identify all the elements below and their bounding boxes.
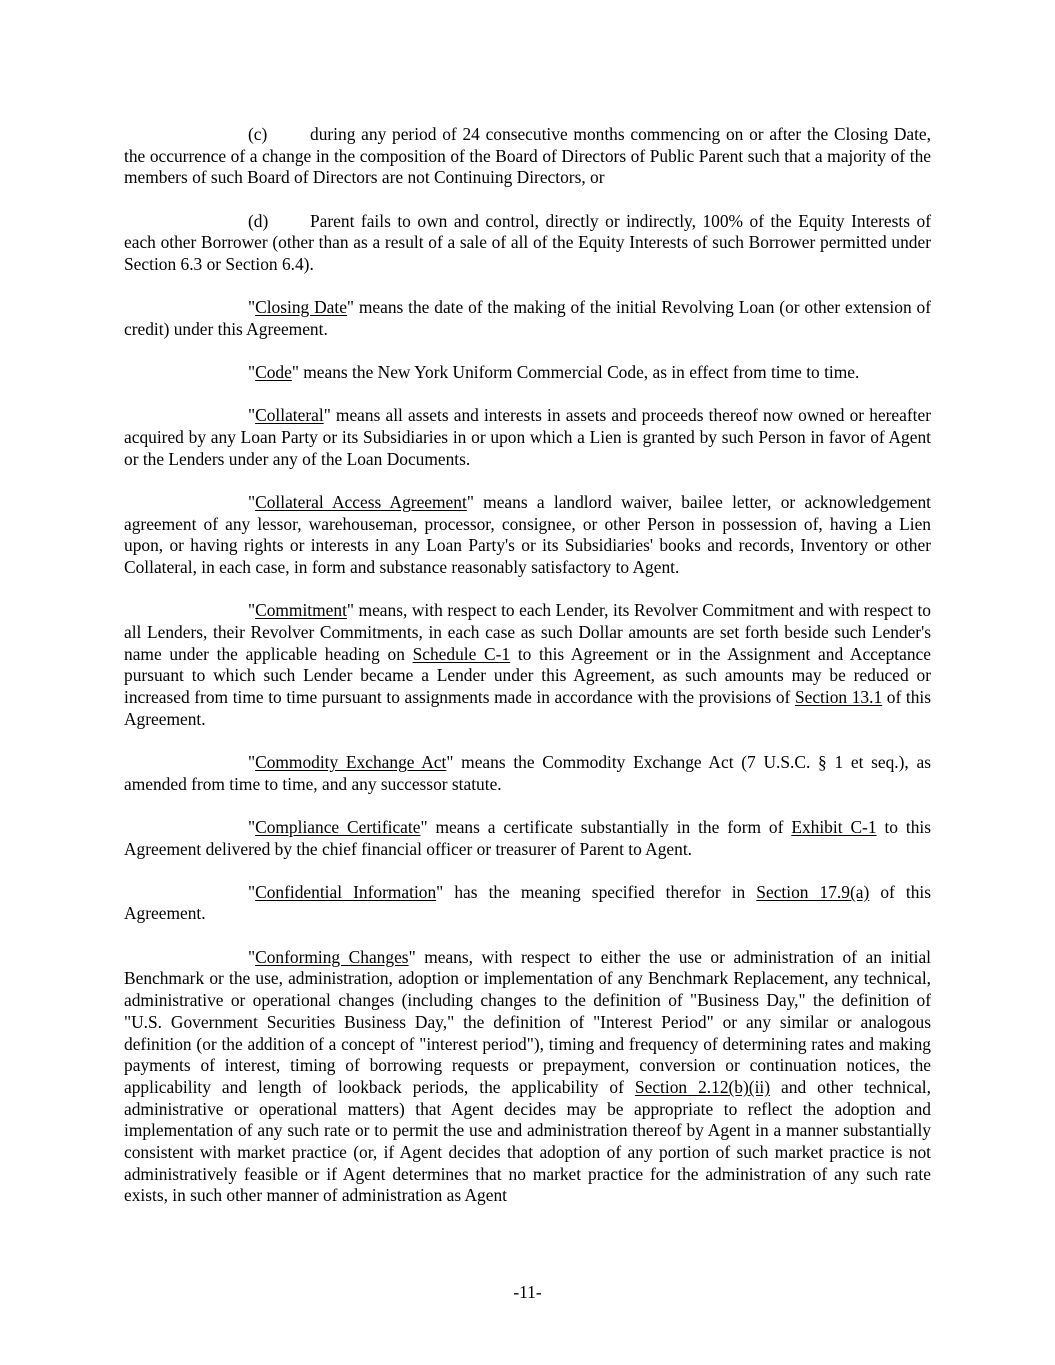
clause-text: Parent fails to own and control, directly or indirectly, 100% of the Equity Interests of each other Borrower (other than as a result of a sale of all of the Equity Interests of such Borrower permitted under Section 6.3 or Section 6.4). xyxy=(124,210,931,275)
definition-text: of this Agreement. xyxy=(124,687,931,729)
defined-term: Compliance Certificate xyxy=(255,816,421,837)
definition-commitment: "Commitment" means, with respect to each Lender, its Revolver Commitment and with respect to all Lenders, their Revolver Commitments, in each case as such Dollar amounts are set forth beside such Lender's name under the applicable heading on Schedule C-1 to this Agreement or in the Assignment and Acceptance pursuant to which such Lender became a Lender under this Agreement, as such amounts may be reduced or increased from time to time pursuant to assignments made in accordance with the provisions of Section 13.1 of this Agreement. xyxy=(124,600,931,729)
clause-text: during any period of 24 consecutive months commencing on or after the Closing Date, the occurrence of a change in the composition of the Board of Directors of Public Parent such that a majority of the members of such Board of Directors are not Continuing Directors, or xyxy=(124,124,931,188)
definition-compliance-certificate: "Compliance Certificate" means a certificate substantially in the form of Exhibit C-1 to this Agreement delivered by the chief financial officer or treasurer of Parent to Agent. xyxy=(124,816,931,859)
definition-text: " means a landlord waiver, bailee letter, or acknowledgement agreement of any lessor, warehouseman, processor, consignee, or other Person in possession of, having a Lien upon, or having rights or interests in any Loan Party's or its Subsidiaries' books and records, Inventory or other Collateral, in each case, in form and substance reasonably satisfactory to Agent. xyxy=(124,491,932,578)
cross-reference: Section 13.1 xyxy=(794,687,883,708)
definition-text: " means the Commodity Exchange Act (7 U.S.C. § 1 et seq.), as amended from time to time, and any successor statute. xyxy=(124,751,931,794)
cross-reference: Section 2.12(b)(ii) xyxy=(634,1076,771,1097)
document-page xyxy=(124,124,931,1207)
definition-text: " means, with respect to either the use or administration of an initial Benchmark or the use, administration, adoption or implementation of any Benchmark Replacement, any technical, administrative or operational changes (including changes to the definition of "Business Day," the definition of "U.S. Government Securities Business Day," the definition of "Interest Period" or any similar or analogous definition (or the addition of a concept of "interest period"), timing and frequency of determining rates and making payments of interest, timing of borrowing requests or prepayment, conversion or continuation notices, the applicability and length of lookback periods, the applicability of xyxy=(124,946,931,1097)
defined-term: Closing Date xyxy=(255,297,347,318)
definition-closing-date: "Closing Date" means the date of the making of the initial Revolving Loan (or other extension of credit) under this Agreement. xyxy=(124,297,931,339)
defined-term: Commitment xyxy=(255,600,347,621)
definition-text: to this Agreement delivered by the chief financial officer or treasurer of Parent to Agent. xyxy=(124,816,931,859)
clause-d xyxy=(124,211,931,276)
defined-term: Code xyxy=(255,362,292,383)
clause-label: (d) xyxy=(248,210,269,231)
definition-conforming-changes: "Conforming Changes" means, with respect to either the use or administration of an initial Benchmark or the use, administration, adoption or implementation of any Benchmark Replacement, any technical, administrative or operational changes (including changes to the definition of "Business Day," the definition of "U.S. Government Securities Business Day," the definition of "Interest Period" or any similar or analogous definition (or the addition of a concept of "interest period"), timing and frequency of determining rates and making payments of interest, timing of borrowing requests or prepayment, conversion or continuation notices, the applicability and length of lookback periods, the applicability of Section 2.12(b)(ii) and other technical, administrative or operational matters) that Agent decides may be appropriate to reflect the adoption and implementation of any such rate or to permit the use and administration thereof by Agent in a manner substantially consistent with market practice (or, if Agent decides that adoption of any portion of such market practice is not administratively feasible or if Agent determines that no market practice for the administration of any such rate exists, in such other manner of administration as Agent xyxy=(124,946,931,1206)
cross-reference: Section 17.9(a) xyxy=(756,881,870,902)
cross-reference: Schedule C-1 xyxy=(412,643,511,664)
defined-term: Conforming Changes xyxy=(255,946,409,967)
definition-text: to this Agreement or in the Assignment and Acceptance pursuant to which such Lender became a Lender under this Agreement, as such amounts may be reduced or increased from time to time pursuant to assignments made in accordance with the provisions of xyxy=(124,643,931,708)
definition-text: " means the date of the making of the initial Revolving Loan (or other extension of credit) under this Agreement. xyxy=(124,297,931,339)
page-number: -11- xyxy=(513,1282,542,1302)
definition-text: " means, with respect to each Lender, its Revolver Commitment and with respect to all Lenders, their Revolver Commitments, in each case as such Dollar amounts are set forth beside such Lender's name under the applicable heading on xyxy=(124,600,931,664)
defined-term: Commodity Exchange Act xyxy=(255,751,447,772)
definition-text: " means the New York Uniform Commercial Code, as in effect from time to time. xyxy=(291,362,860,383)
definition-commodity-exchange-act: "Commodity Exchange Act" means the Commodity Exchange Act (7 U.S.C. § 1 et seq.), as amended from time to time, and any successor statute. xyxy=(124,751,931,794)
definition-collateral: "Collateral" means all assets and interests in assets and proceeds thereof now owned or hereafter acquired by any Loan Party or its Subsidiaries in or upon which a Lien is granted by such Person in favor of Agent or the Lenders under any of the Loan Documents. xyxy=(124,405,931,469)
definition-confidential-information: "Confidential Information" has the meaning specified therefor in Section 17.9(a) of this Agreement. xyxy=(124,881,931,924)
definition-text: and other technical, administrative or operational matters) that Agent decides may be appropriate to reflect the adoption and implementation of any such rate or to permit the use and administration thereof by Agent in a manner substantially consistent with market practice (or, if Agent decides that adoption of any portion of such market practice is not administratively feasible or if Agent determines that no market practice for the administration of any such rate exists, in such other manner of administration as Agent xyxy=(124,1076,931,1206)
clause-c xyxy=(124,124,931,189)
clause-label: (c) xyxy=(248,124,268,144)
definition-text: " means all assets and interests in assets and proceeds thereof now owned or hereafter acquired by any Loan Party or its Subsidiaries in or upon which a Lien is granted by such Person in favor of Agent or the Lenders under any of the Loan Documents. xyxy=(124,405,931,469)
defined-term: Collateral xyxy=(255,405,324,426)
defined-term: Confidential Information xyxy=(255,881,437,902)
definition-code: "Code" means the New York Uniform Commercial Code, as in effect from time to time. xyxy=(248,362,860,383)
definition-text: " means a certificate substantially in the form of xyxy=(420,816,792,837)
definition-text: " has the meaning specified therefor in xyxy=(436,881,757,902)
definition-text: of this Agreement. xyxy=(124,881,931,924)
cross-reference: Exhibit C-1 xyxy=(791,816,877,837)
defined-term: Collateral Access Agreement xyxy=(255,491,467,512)
definition-collateral-access-agreement: "Collateral Access Agreement" means a landlord waiver, bailee letter, or acknowledgement agreement of any lessor, warehouseman, processor, consignee, or other Person in possession of, having a Lien upon, or having rights or interests in any Loan Party's or its Subsidiaries' books and records, Inventory or other Collateral, in each case, in form and substance reasonably satisfactory to Agent. xyxy=(124,491,932,578)
